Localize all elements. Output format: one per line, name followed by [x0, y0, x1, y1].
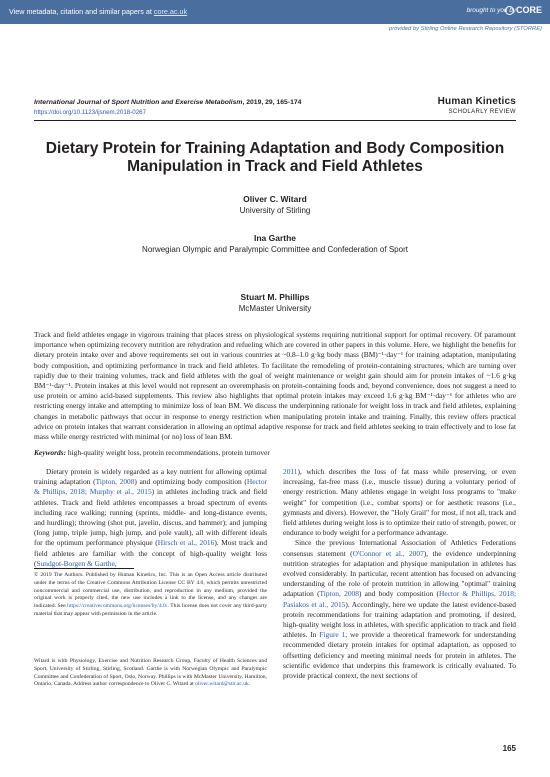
repository-link[interactable]: Stirling Online Research Repository (STORRE) [420, 26, 542, 32]
affiliation-text: . [248, 681, 251, 688]
journal-details: , 2019, 29, 165-174 [242, 99, 302, 106]
keywords [34, 448, 516, 457]
page-number: 165 [502, 744, 516, 753]
body-text: , we provide a theoretical framework for understanding recommended dietary protein intakes for optimal adaptation, as opposed to offsetting deficiency and meeting minimal needs for protein in athletes. The scientific evidence that underpins this framework is critically evaluated. To provide practical context, the next sections of [283, 630, 516, 681]
citation-link[interactable]: Tipton, 2008 [95, 477, 135, 487]
core-banner [0, 0, 550, 24]
citation-link[interactable]: O'Connor et al., 2007 [352, 548, 424, 558]
figure-link[interactable]: Figure 1 [319, 630, 346, 640]
abstract: Track and field athletes engage in vigorous training that places stress on physiological systems requiring nutritional support for optimal recovery. Of paramount importance when optimizing recovery nutrition are rehydration and refueling which are covered in other papers in this volume. Here, we highlight the benefits for dietary protein intake over and above requirements set out in various countries at ~0.8–1.0 g·kg body mass (BM)⁻¹·day⁻¹ for training adaptation, manipulating body composition, and optimizing performance in track and field athletes. To facilitate the remodeling of protein-containing structures, which are turning over rapidly due to their training volumes, track and field athletes with the goal of weight maintenance or weight gain should aim for protein intakes of ~1.6 g·kg BM⁻¹·day⁻¹. Protein intakes at this level would not represent an overemphasis on protein-containing foods and, beyond convenience, does not suggest a need to use protein or amino acid-based supplements. This review also highlights that optimal protein intakes may exceed 1.6 g·kg BM⁻¹·day⁻¹ for athletes who are restricting energy intake and attempting to minimize loss of lean BM. We discuss the underpinning rationale for weight loss in track and field athletes, explaining changes in metabolic pathways that occur in response to energy restriction when manipulating protein intake and training. Finally, this review offers practical advice on protein intakes that warrant consideration in allowing an optimal adaptive response for track and field athletes seeking to train effectively and to lose fat mass while energy restricted with minimal (or no) loss of lean BM. [34, 330, 516, 442]
keywords-list: high-quality weight loss, protein recommendations, protein turnover [66, 448, 270, 457]
metadata-prefix: View metadata, citation and similar papers at [9, 7, 154, 16]
author-name: Stuart M. Phillips [240, 292, 310, 302]
doi-link[interactable]: https://doi.org/10.1123/ijsnem.2018-0267 [34, 109, 147, 116]
body-text: ), which describes the loss of fat mass while preserving, or even increasing, fat-free mass (i.e., muscle tissue) during a voluntary period of energy restriction. Many athletes engage in weight loss programs to "make weight" for competition (i.e., combat sports) or for aesthetic reasons (i.e., gymnasts and divers). However, the "Holy Grail" for most, if not all, track and field athletes during weight loss is to optimize their ratio of strength, power, or endurance to body weight for a performance advantage. [283, 467, 516, 538]
body-left-column [34, 467, 267, 569]
author-affiliation: McMaster University [238, 304, 312, 313]
license-text: . This license does not cover any third-party material that may appear with permission in the article. [34, 603, 267, 617]
publisher-logo: Human Kinetics [437, 96, 516, 107]
core-link[interactable]: core.ac.uk [153, 7, 188, 16]
footnote-rule [34, 568, 134, 569]
citation-link[interactable]: Tipton, 2008 [319, 589, 359, 599]
author-email-link[interactable]: oliver.witard@stir.ac.uk [195, 681, 249, 688]
article-type: SCHOLARLY REVIEW [448, 109, 516, 115]
body-paragraph [34, 467, 267, 569]
author-name: Ina Garthe [253, 233, 297, 243]
citation-link[interactable]: Hector & Phillips, 2018; Pasiakos et al., 2015 [283, 589, 516, 609]
header-rule [34, 120, 516, 121]
author-name: Oliver C. Witard [243, 194, 307, 204]
brought-by-text: brought to you by [466, 7, 516, 14]
citation-link[interactable]: Hirsch et al., 2016 [157, 538, 215, 548]
journal-citation [34, 99, 301, 106]
citation-link[interactable]: Sundgot-Borgen & Garthe, [36, 558, 117, 568]
article-title [34, 140, 516, 176]
title-line-1: Dietary Protein for Training Adaptation and Body Composition [45, 140, 505, 157]
license-footnote [34, 572, 267, 619]
provided-prefix: provided by [389, 26, 421, 32]
body-text: ). Accordingly, here we update the latest evidence-based protein recommendations for training adaptation and promoting, if desired, high-quality weight loss in athletes, with specific application to track and field athletes. In [283, 599, 516, 640]
body-text: ) in athletes including track and field athletes. Track and field athletes encompasses a broad spectrum of events including race walking; running (sprints, middle- and long-distance events, and hurdling); throwing (shot put, javelin, discus, and hammer); and jumping (long jump, triple jump, high jump, and pole vault), all with different ideals for the optimum performance physique ( [34, 487, 267, 548]
author-affiliation: Norwegian Olympic and Paralympic Committee and Confederation of Sport [142, 245, 408, 254]
body-text: ), the evidence underpinning nutrition strategies for adaptation and physique manipulation in athletes has evolved considerably. In particular, recent attention has focused on advancing understanding of the role of protein nutrition in allowing "optimal" training adaptation ( [283, 548, 516, 599]
citation-link[interactable]: Hector & Phillips, 2018; Murphy et al., 2015 [34, 477, 267, 497]
citation-link[interactable]: 2011 [283, 467, 298, 476]
journal-name: International Journal of Sport Nutrition and Exercise Metabolism [34, 99, 243, 106]
license-text: © 2019 The Authors. Published by Human Kinetics, Inc. This is an Open Access article distributed under the terms of the Creative Commons Attribution License CC BY 4.0, which permits unrestricted noncommercial and commercial use, distribution, and reproduction in any medium, provided the original work is properly cited, the new use includes a link to the license, and any changes are indicated. See [34, 572, 267, 610]
keywords-label: Keywords: [34, 448, 67, 457]
title-line-2: Manipulation in Track and Field Athletes [127, 158, 423, 175]
body-text: Since the previous International Association of Athletics Federations consensus statement ( [283, 538, 516, 558]
affiliation-footnote [34, 658, 267, 689]
body-text: ) and optimizing body composition ( [134, 477, 247, 487]
author-affiliation: University of Stirling [239, 206, 311, 215]
body-text: Dietary protein is widely regarded as a key nutrient for allowing optimal training adaptation ( [34, 467, 267, 487]
provided-by [389, 26, 542, 32]
affiliation-text: Witard is with Physiology, Exercise and Nutrition Research Group, Faculty of Health Sciences and Sport, University of Stirling, Stirling, Scotland. Garthe is with Norwegian Olympic and Paralympic Committee and Confederation of Sport, Oslo, Norway. Phillips is with McMaster University, Hamilton, Ontario, Canada. Address author correspondence to Oliver C. Witard at [34, 658, 267, 688]
core-logo[interactable] [505, 5, 542, 15]
body-text: ) and body composition ( [358, 589, 439, 599]
metadata-notice [9, 7, 187, 16]
body-right-column [283, 467, 516, 681]
core-logo-label: CORE [515, 5, 542, 15]
body-paragraph [283, 538, 516, 681]
body-text: ). Most track and field athletes are familiar with the concept of high-quality weight loss ( [34, 538, 268, 568]
license-link[interactable]: https://creativecommons.org/licenses/by/4.0/ [67, 603, 168, 610]
core-logo-icon [505, 6, 514, 15]
body-paragraph [283, 467, 516, 538]
